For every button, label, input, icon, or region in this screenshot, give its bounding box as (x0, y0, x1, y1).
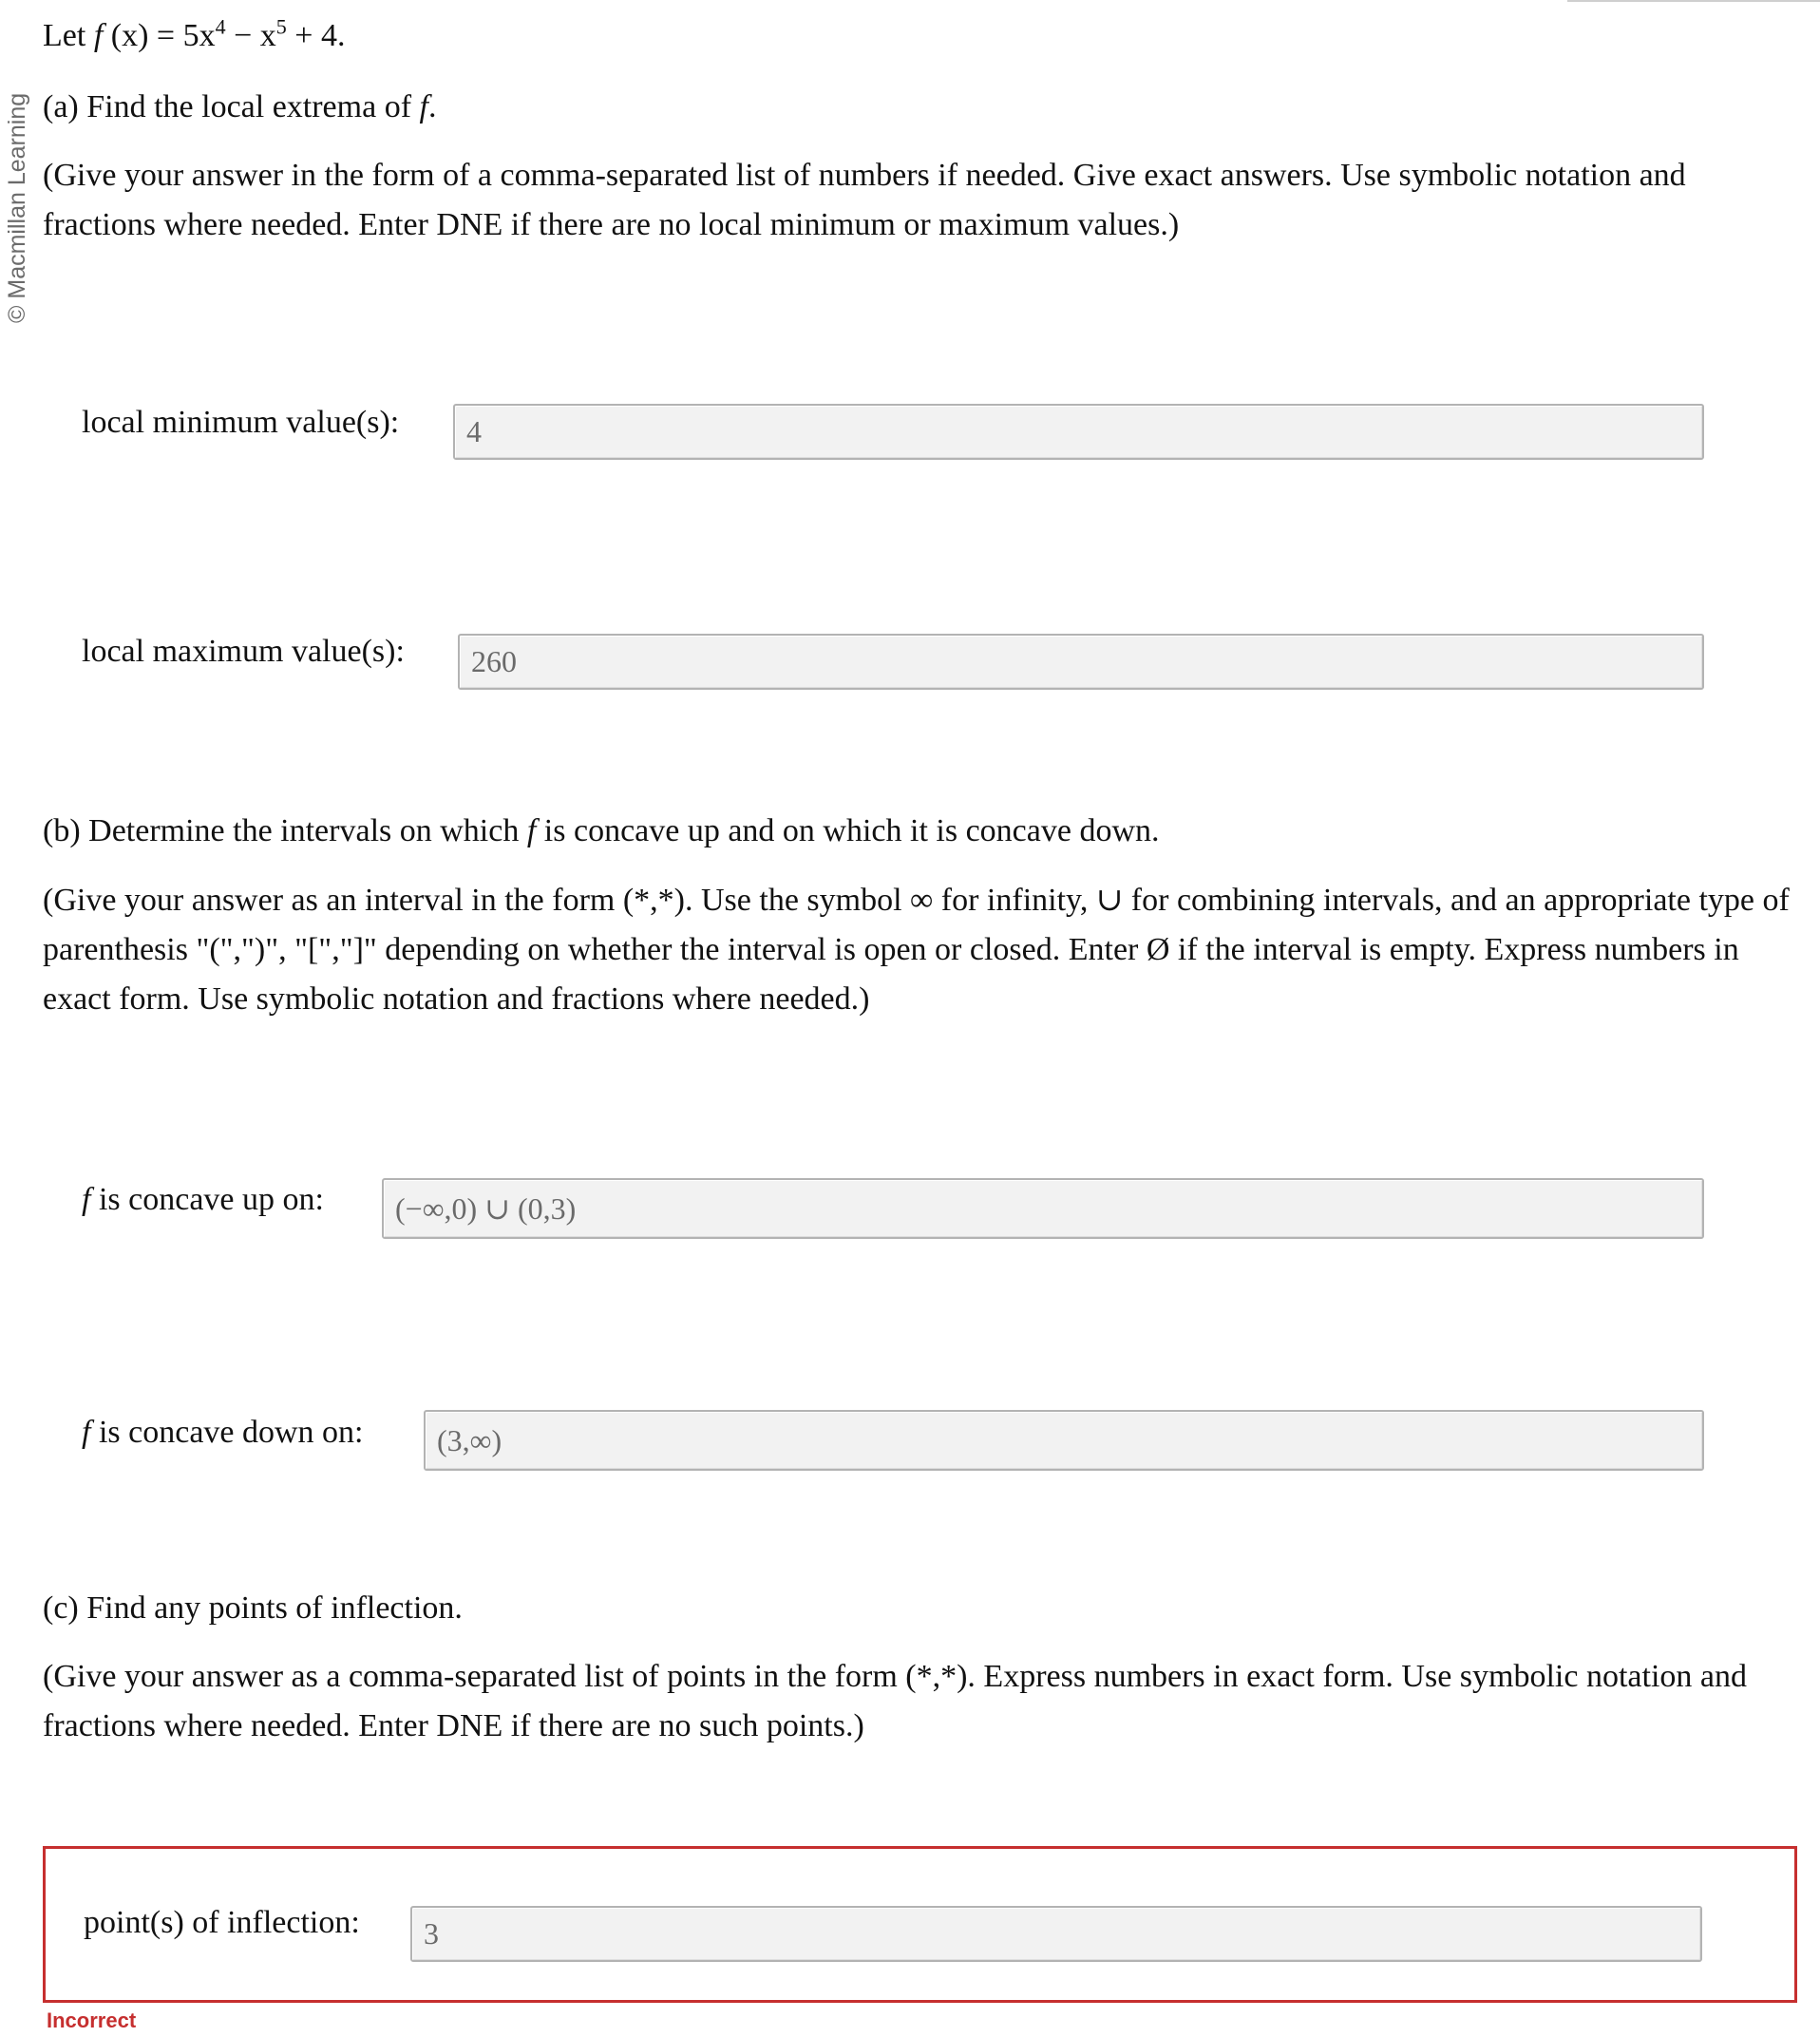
inflection-points-input[interactable]: 3 (410, 1906, 1702, 1962)
concave-up-label: f is concave up on: (82, 1182, 324, 1217)
part-b-question: (b) Determine the intervals on which f is concave up and on which it is concave down. (43, 813, 1160, 848)
part-a-instructions: (Give your answer in the form of a comma-separated list of numbers if needed. Give exact answers. Use symbolic notation and fractions where needed. Enter DNE if there are no local minimum or maximum values.) (43, 158, 1686, 242)
copyright-notice: © Macmillan Learning (4, 92, 30, 323)
inflection-points-label: point(s) of inflection: (84, 1905, 360, 1940)
local-min-label: local minimum value(s): (82, 405, 400, 440)
top-divider (1567, 0, 1820, 2)
part-a-question: (a) Find the local extrema of f. (43, 89, 437, 124)
part-c-instructions: (Give your answer as a comma-separated list of points in the form (*,*). Express numbers in exact form. Use symbolic notation and fractions where needed. Enter DNE if there are no such points.) (43, 1659, 1747, 1743)
concave-up-input[interactable]: (−∞,0) ∪ (0,3) (382, 1178, 1704, 1239)
concave-down-label: f is concave down on: (82, 1415, 364, 1450)
local-max-label: local maximum value(s): (82, 634, 405, 669)
local-min-input[interactable]: 4 (453, 404, 1704, 460)
problem-statement: Let f $(x) = 5x^4 - x^5 + 4$. (43, 14, 346, 53)
part-c-question: (c) Find any points of inflection. (43, 1590, 463, 1626)
incorrect-status-label: Incorrect (47, 2008, 137, 2032)
concave-down-input[interactable]: (3,∞) (424, 1410, 1704, 1471)
part-b-instructions: (Give your answer as an interval in the form (*,*). Use the symbol ∞ for infinity, ∪ for combining intervals, and an appropriate type of parenthesis "(",")", "[","]" depending on whether the interval is open or closed. Enter Ø if the interval is empty. Express numbers in exact form. Use symbolic notation and fractions where needed.) (43, 883, 1790, 1017)
local-max-input[interactable]: 260 (458, 634, 1704, 690)
